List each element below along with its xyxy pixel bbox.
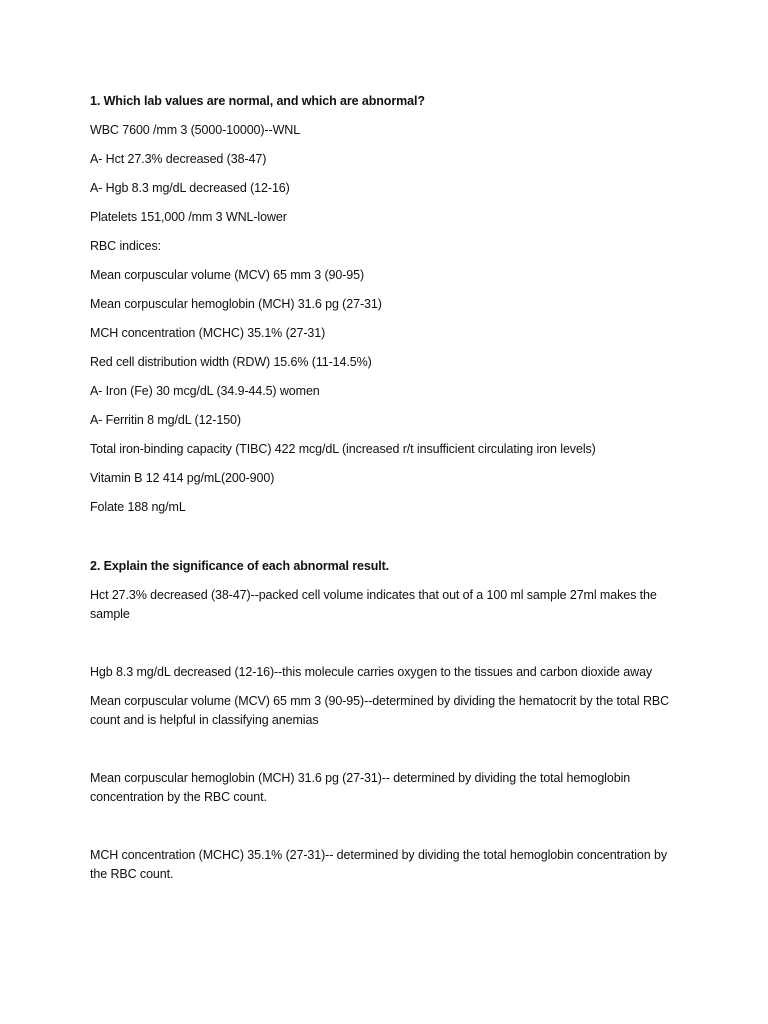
lab-line-hct: A- Hct 27.3% decreased (38-47) <box>90 152 267 166</box>
significance-paragraph-hct: Hct 27.3% decreased (38-47)--packed cell volume indicates that out of a 100 ml sample 27ml makes the sample <box>90 588 657 621</box>
lab-line-tibc: Total iron-binding capacity (TIBC) 422 mcg/dL (increased r/t insufficient circulating iron levels) <box>90 442 596 456</box>
lab-line-hgb: A- Hgb 8.3 mg/dL decreased (12-16) <box>90 181 290 195</box>
lab-line-mchc: MCH concentration (MCHC) 35.1% (27-31) <box>90 326 326 340</box>
lab-line-wbc: WBC 7600 /mm 3 (5000-10000)--WNL <box>90 123 301 137</box>
question-2-heading: 2. Explain the significance of each abnormal result. <box>90 559 390 573</box>
significance-paragraph-mcv: Mean corpuscular volume (MCV) 65 mm 3 (90-95)--determined by dividing the hematocrit by the total RBC count and is helpful in classifying anemias <box>90 694 670 727</box>
lab-line-rdw: Red cell distribution width (RDW) 15.6% (11-14.5%) <box>90 355 372 369</box>
lab-line-rbc-indices: RBC indices: <box>90 239 162 253</box>
lab-line-mch: Mean corpuscular hemoglobin (MCH) 31.6 pg (27-31) <box>90 297 382 311</box>
significance-paragraph-mch: Mean corpuscular hemoglobin (MCH) 31.6 pg (27-31)-- determined by dividing the total hemoglobin concentration by the RBC count. <box>90 771 631 804</box>
significance-paragraph-mchc: MCH concentration (MCHC) 35.1% (27-31)-- determined by dividing the total hemoglobin concentration by the RBC count. <box>90 848 667 881</box>
lab-line-vitamin-b12: Vitamin B 12 414 pg/mL(200-900) <box>90 471 275 485</box>
lab-line-ferritin: A- Ferritin 8 mg/dL (12-150) <box>90 413 241 427</box>
question-1-heading: 1. Which lab values are normal, and which are abnormal? <box>90 94 425 108</box>
lab-line-iron: A- Iron (Fe) 30 mcg/dL (34.9-44.5) women <box>90 384 320 398</box>
lab-line-mcv: Mean corpuscular volume (MCV) 65 mm 3 (90-95) <box>90 268 365 282</box>
significance-paragraph-hgb: Hgb 8.3 mg/dL decreased (12-16)--this molecule carries oxygen to the tissues and carbon dioxide away <box>90 665 653 679</box>
lab-line-folate: Folate 188 ng/mL <box>90 500 186 514</box>
lab-line-platelets: Platelets 151,000 /mm 3 WNL-lower <box>90 210 287 224</box>
